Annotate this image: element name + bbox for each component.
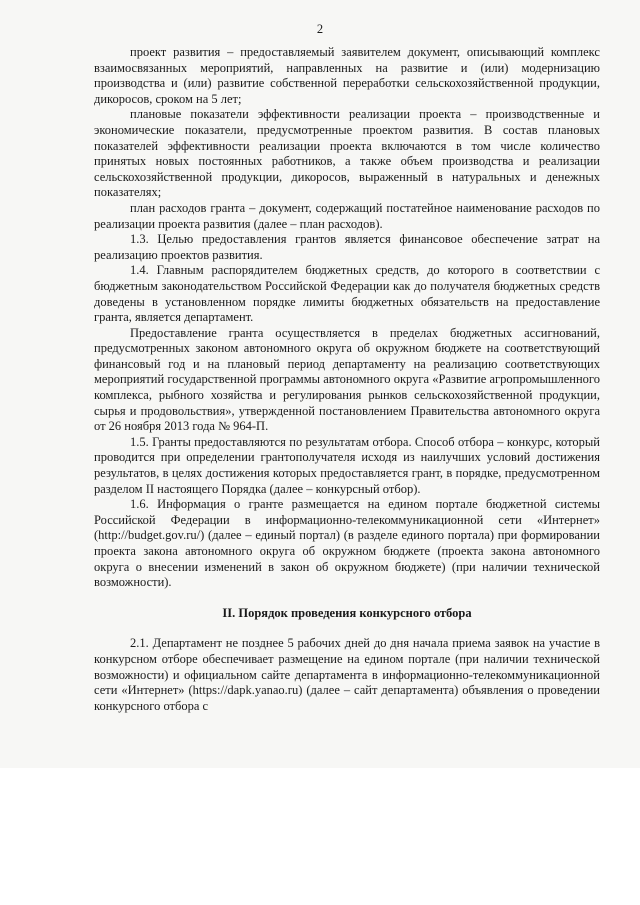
paragraph-1-5: 1.5. Гранты предоставляются по результатам отбора. Способ отбора – конкурс, который проводится при определении грантополучателя исходя из наилучших условий достижения результатов, в целях достижения которых предоставляется грант, в порядке, предусмотренном разделом II настоящего Порядка (далее – конкурсный отбор).	[94, 434, 600, 496]
section-heading: II. Порядок проведения конкурсного отбора	[222, 605, 472, 620]
paragraph-1-3: 1.3. Целью предоставления грантов является финансовое обеспечение затрат на реализацию проектов развития.	[94, 232, 600, 262]
document-body	[94, 45, 600, 714]
paragraph-1-6: 1.6. Информация о гранте размещается на едином портале бюджетной системы Российской Федерации в информационно-телекоммуникационной сети «Интернет» (http://budget.gov.ru/) (далее – единый портал) (в разделе единого портала) при формировании проекта закона автономного округа об окружном бюджете (проекта закона автономного округа о внесении изменений в закон об окружном бюджете) (при наличии технической возможности).	[94, 497, 600, 590]
paragraph-1-4: 1.4. Главным распорядителем бюджетных средств, до которого в соответствии с бюджетным законодательством Российской Федерации как до получателя бюджетных средств доведены в установленном порядке лимиты бюджетных обязательств на предоставление гранта, является департамент.	[94, 263, 600, 325]
paragraph-2-1: 2.1. Департамент не позднее 5 рабочих дней до дня начала приема заявок на участие в конкурсном отборе обеспечивает размещение на едином портале (при наличии технической возможности) и официальном сайте департамента в информационно-телекоммуникационной сети «Интернет» (https://dapk.yanao.ru) (далее – сайт департамента) объявления о проведении конкурсного отбора с	[94, 636, 600, 713]
paragraph-project-definition: проект развития – предоставляемый заявителем документ, описывающий комплекс взаимосвязанных мероприятий, направленных на развитие и (или) модернизацию производства и (или) развитие собственной переработки сельскохозяйственной продукции, дикоросов, сроком на 5 лет;	[94, 45, 600, 106]
paragraph-planned-indicators: плановые показатели эффективности реализации проекта – производственные и экономические показатели, предусмотренные проектом развития. В состав плановых показателей эффективности реализации проекта включаются в том числе количество принятых новых постоянных работников, а также объем производства и реализации сельскохозяйственной продукции, дикоросов, выраженный в натуральных и денежных показателях;	[94, 107, 600, 200]
paragraph-expense-plan: план расходов гранта – документ, содержащий постатейное наименование расходов по реализации проекта развития (далее – план расходов).	[94, 200, 600, 231]
blank-area	[0, 768, 640, 905]
paragraph-grant-provision: Предоставление гранта осуществляется в пределах бюджетных ассигнований, предусмотренных законом автономного округа об окружном бюджете на соответствующий финансовый год и на плановый период департаменту на реализацию соответствующих мероприятий государственной программы автономного округа «Развитие агропромышленного комплекса, рыбного хозяйства и регулирования рынков сельскохозяйственной продукции, сырья и продовольствия», утвержденной постановлением Правительства автономного округа от 26 ноября 2013 года № 964-П.	[94, 325, 600, 434]
page-number: 2	[316, 22, 324, 36]
